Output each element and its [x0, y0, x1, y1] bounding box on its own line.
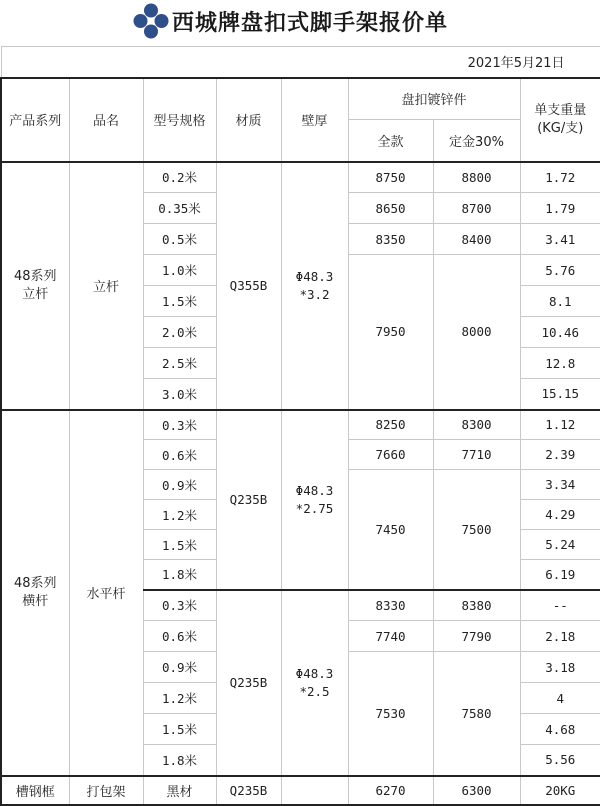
weight-cell: 3.34: [520, 470, 600, 500]
weight-cell: 3.18: [520, 652, 600, 683]
price-full-cell: 7740: [348, 621, 433, 652]
spec-cell: 0.5米: [143, 224, 216, 255]
price-deposit-cell: 8700: [433, 193, 520, 224]
price-full-cell: 8250: [348, 410, 433, 440]
price-deposit-cell: 7710: [433, 440, 520, 470]
price-full-cell: 8650: [348, 193, 433, 224]
weight-cell: 12.8: [520, 348, 600, 379]
price-full-cell: 7530: [348, 652, 433, 776]
thickness-cell: [281, 590, 348, 776]
price-table: [0, 46, 600, 806]
price-deposit-cell: 6300: [433, 776, 520, 805]
weight-cell: 2.18: [520, 621, 600, 652]
spec-cell: 2.5米: [143, 348, 216, 379]
price-full-cell: 8330: [348, 590, 433, 621]
weight-cell: 20KG: [520, 776, 600, 805]
spec-cell: 0.9米: [143, 470, 216, 500]
weight-cell: 1.79: [520, 193, 600, 224]
header-name: 品名: [69, 78, 143, 162]
spec-cell: 1.8米: [143, 560, 216, 590]
weight-cell: 2.39: [520, 440, 600, 470]
series-line1: 48系列: [13, 268, 57, 284]
weight-cell: 15.15: [520, 379, 600, 410]
thickness-line1: Φ48.3: [295, 482, 334, 498]
spec-cell: 1.5米: [143, 286, 216, 317]
header-weight: [520, 78, 600, 162]
header-row-1: [1, 78, 600, 120]
spec-cell: 1.2米: [143, 500, 216, 530]
price-full-cell: 6270: [348, 776, 433, 805]
weight-cell: 6.19: [520, 560, 600, 590]
thickness-line2: *2.5: [299, 683, 330, 699]
weight-cell: --: [520, 590, 600, 621]
price-full-cell: 7450: [348, 470, 433, 590]
price-full-cell: 7660: [348, 440, 433, 470]
series-cell: [1, 410, 69, 776]
table-row: [1, 776, 600, 805]
price-full-cell: 7950: [348, 255, 433, 410]
header-weight-line2: (KG/支): [537, 120, 584, 136]
thickness-cell: [281, 776, 348, 805]
company-logo-icon: [133, 3, 169, 39]
header-spec: 型号规格: [143, 78, 216, 162]
price-deposit-cell: 8380: [433, 590, 520, 621]
thickness-line2: *3.2: [299, 286, 330, 302]
weight-cell: 1.72: [520, 162, 600, 193]
spec-cell: 0.2米: [143, 162, 216, 193]
material-cell: Q235B: [216, 410, 281, 590]
spec-cell: 黑材: [143, 776, 216, 805]
header-full-payment: 全款: [348, 120, 433, 162]
weight-cell: 5.56: [520, 745, 600, 776]
spec-cell: 2.0米: [143, 317, 216, 348]
product-name-cell: 水平杆: [69, 410, 143, 776]
weight-cell: 4: [520, 683, 600, 714]
price-deposit-cell: 7790: [433, 621, 520, 652]
header-material: 材质: [216, 78, 281, 162]
price-deposit-cell: 7580: [433, 652, 520, 776]
header-thickness: 壁厚: [281, 78, 348, 162]
spec-cell: 3.0米: [143, 379, 216, 410]
header-weight-line1: 单支重量: [534, 102, 587, 118]
weight-cell: 5.24: [520, 530, 600, 560]
spec-cell: 1.5米: [143, 530, 216, 560]
product-name-cell: 打包架: [69, 776, 143, 805]
weight-cell: 10.46: [520, 317, 600, 348]
series-line2: 立杆: [22, 286, 49, 302]
price-full-cell: 8350: [348, 224, 433, 255]
header-galvanized: 盘扣镀锌件: [348, 78, 520, 120]
price-deposit-cell: 8300: [433, 410, 520, 440]
thickness-line2: *2.75: [295, 500, 334, 516]
weight-cell: 4.68: [520, 714, 600, 745]
header-deposit: 定金30%: [433, 120, 520, 162]
spec-cell: 0.6米: [143, 621, 216, 652]
spec-cell: 1.8米: [143, 745, 216, 776]
thickness-cell: [281, 162, 348, 410]
quote-date: 2021年5月21日: [1, 47, 600, 78]
spec-cell: 1.5米: [143, 714, 216, 745]
material-cell: Q235B: [216, 590, 281, 776]
thickness-cell: [281, 410, 348, 590]
spec-cell: 0.35米: [143, 193, 216, 224]
weight-cell: 8.1: [520, 286, 600, 317]
spec-cell: 0.6米: [143, 440, 216, 470]
thickness-line1: Φ48.3: [295, 665, 334, 681]
material-cell: Q355B: [216, 162, 281, 410]
price-deposit-cell: 8000: [433, 255, 520, 410]
price-deposit-cell: 8400: [433, 224, 520, 255]
series-cell: 槽钢框: [1, 776, 69, 805]
series-line1: 48系列: [13, 575, 57, 591]
spec-cell: 0.3米: [143, 410, 216, 440]
weight-cell: 1.12: [520, 410, 600, 440]
title-bar: [0, 0, 600, 46]
price-deposit-cell: 8800: [433, 162, 520, 193]
table-row: [1, 162, 600, 193]
material-cell: Q235B: [216, 776, 281, 805]
date-row: [1, 47, 600, 78]
spec-cell: 1.2米: [143, 683, 216, 714]
thickness-line1: Φ48.3: [295, 268, 334, 284]
header-series: 产品系列: [1, 78, 69, 162]
weight-cell: 3.41: [520, 224, 600, 255]
product-name-cell: 立杆: [69, 162, 143, 410]
weight-cell: 5.76: [520, 255, 600, 286]
spec-cell: 0.9米: [143, 652, 216, 683]
page-title: 西城牌盘扣式脚手架报价单: [172, 10, 449, 36]
series-cell: [1, 162, 69, 410]
table-row: [1, 410, 600, 440]
spec-cell: 0.3米: [143, 590, 216, 621]
price-deposit-cell: 7500: [433, 470, 520, 590]
series-line2: 横杆: [22, 593, 49, 609]
price-full-cell: 8750: [348, 162, 433, 193]
spec-cell: 1.0米: [143, 255, 216, 286]
weight-cell: 4.29: [520, 500, 600, 530]
